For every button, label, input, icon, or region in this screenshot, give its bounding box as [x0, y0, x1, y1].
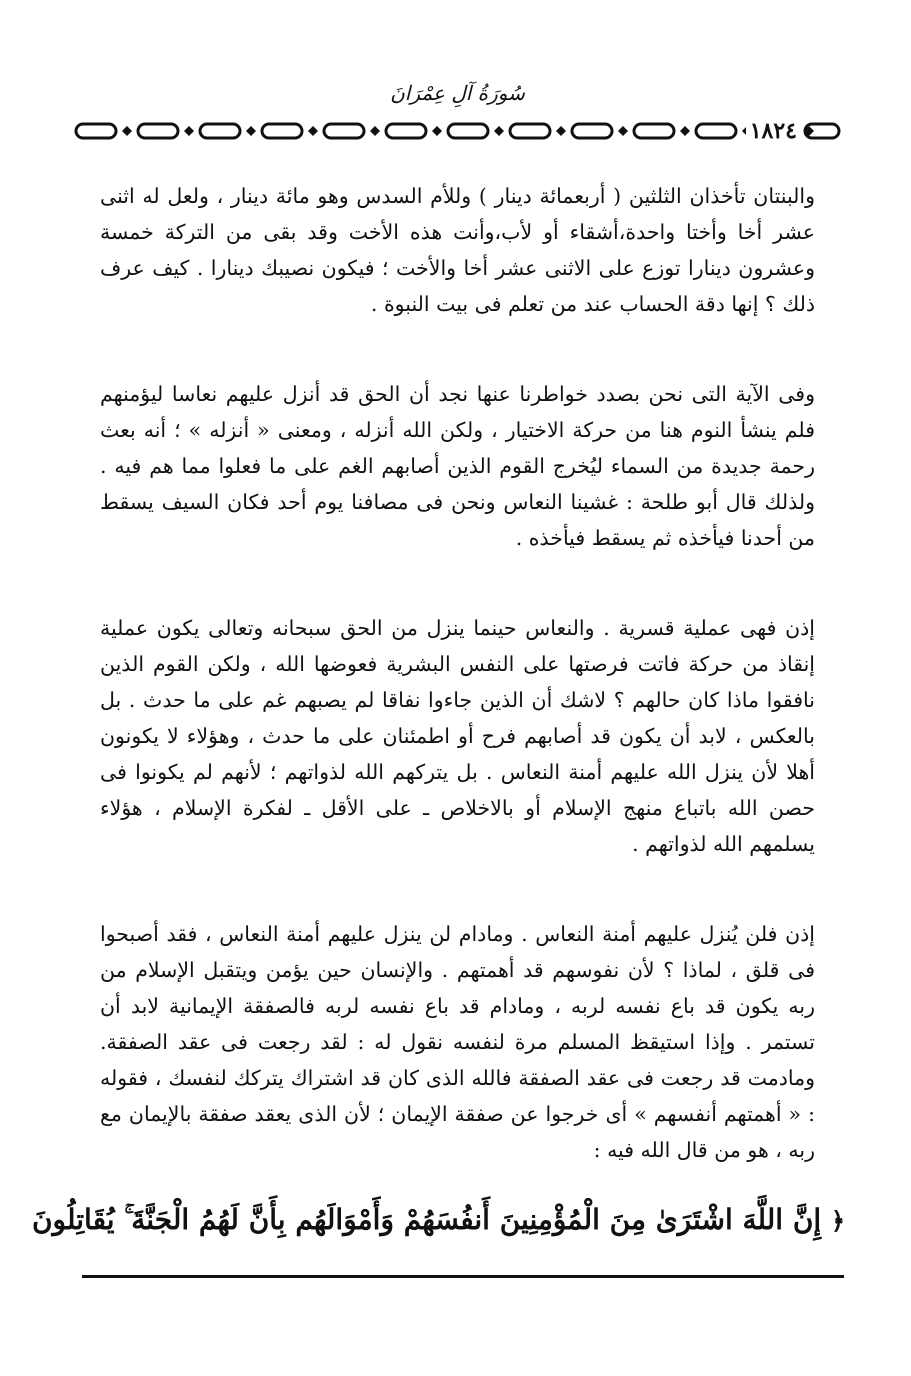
surah-title: سُورَةُ آلِ عِمْرَانَ [390, 81, 525, 105]
chain-diamond [246, 126, 256, 136]
chain-link [324, 124, 364, 138]
paragraph-2: وفى الآية التى نحن بصدد خواطرنا عنها نجد أن الحق قد أنزل عليهم نعاسا ليؤمنهم فلم ينشأ النوم هنا من حركة الاختيار ، ولكن الله أنزله ، ومعنى « أنزله » ؛ أنه بعث رحمة جديدة من السماء ليُخرج القوم الذين أصابهم الغم على ما فعلوا مما هم فيه . ولذلك قال أبو طلحة : غشينا النعاس ونحن فى مصافنا يوم أحد فكان السيف يسقط من أحدنا فيأخذه ثم يسقط فيأخذه . [100, 382, 815, 550]
chain-diamond [680, 126, 690, 136]
chain-link [262, 124, 302, 138]
chain-diamond [618, 126, 628, 136]
verse-text: إِنَّ اللَّهَ اشْتَرَىٰ مِنَ الْمُؤْمِنِينَ أَنفُسَهُمْ وَأَمْوَالَهُم بِأَنَّ لَهُمُ الْجَنَّةَ ۚ يُقَاتِلُونَ [31, 1203, 822, 1236]
page-number: ١٨٢٤ [746, 116, 801, 146]
paragraph-1: والبنتان تأخذان الثلثين ( أربعمائة دينار ) وللأم السدس وهو مائة دينار ، ولعل له اثنى عشر أخا وأختا واحدة،أشقاء أو لأب،وأنت هذه الأخت وقد بقى من التركة خمسة وعشرون دينارا توزع على الاثنى عشر أخا والأخت ؛ فيكون نصيبك دينارا . كيف عرف ذلك ؟ إنها دقة الحساب عند من تعلم فى بيت النبوة . [100, 184, 815, 316]
chain-link [572, 124, 612, 138]
chain-link [634, 124, 674, 138]
paragraph-4: إذن فلن يُنزل عليهم أمنة النعاس . ومادام لن ينزل عليهم أمنة النعاس ، فقد أصبحوا فى قلق ، لماذا ؟ لأن نفوسهم قد أهمتهم . والإنسان حين يؤمن ويتقبل الإسلام من ربه يكون قد باع نفسه لربه ، ومادام قد باع نفسه لربه فالصفقة الإيمانية لابد أن تستمر . وإذا استيقظ المسلم مرة لنفسه نقول له : لقد رجعت فى عقد الصفقة. ومادمت قد رجعت فى عقد الصفقة فالله الذى كان قد اشتراك يتركك لنفسك ، فقوله : « أهمتهم أنفسهم » أى خرجوا عن صفقة الإيمان ؛ لأن الذى يعقد صفقة بالإيمان مع ربه ، هو من قال الله فيه : [100, 922, 815, 1162]
chain-link [200, 124, 240, 138]
chain-diamond [556, 126, 566, 136]
quran-verse [31, 1198, 845, 1243]
page-body [100, 178, 815, 1222]
chain-link [138, 124, 178, 138]
chain-link [696, 124, 736, 138]
chain-border-icon [70, 118, 845, 144]
chain-diamond [122, 126, 132, 136]
paragraph-3: إذن فهى عملية قسرية . والنعاس حينما ينزل من الحق سبحانه وتعالى يكون عملية إنقاذ من حركة فاتت فرصتها على النفس البشرية فعوضها الله ، ولكن القوم الذين نافقوا ماذا كان حالهم ؟ لاشك أن الذين جاءوا نفاقا لم يصبهم غم على ما حدث . بل بالعكس ، لابد أن يكون قد أصابهم فرح أو اطمئنان على ما حدث ، وهؤلاء لا يكونون أهلا لأن ينزل الله عليهم أمنة النعاس . بل يتركهم الله لذواتهم ؛ لأنهم لم يكونوا فى حصن الله باتباع منهج الإسلام أو بالاخلاص ـ على الأقل ـ لفكرة الإسلام ، هؤلاء يسلمهم الله لذواتهم . [100, 616, 815, 856]
chain-diamond [370, 126, 380, 136]
chain-link [510, 124, 550, 138]
chain-link [76, 124, 116, 138]
chain-diamond [494, 126, 504, 136]
chain-diamond [432, 126, 442, 136]
page-header [70, 78, 845, 148]
footer-rule [82, 1275, 844, 1278]
chain-link [386, 124, 426, 138]
ornamental-border [70, 118, 845, 144]
chain-link [448, 124, 488, 138]
chain-diamond [184, 126, 194, 136]
chain-diamond [308, 126, 318, 136]
verse-open-bracket: ﴿ [830, 1206, 845, 1235]
